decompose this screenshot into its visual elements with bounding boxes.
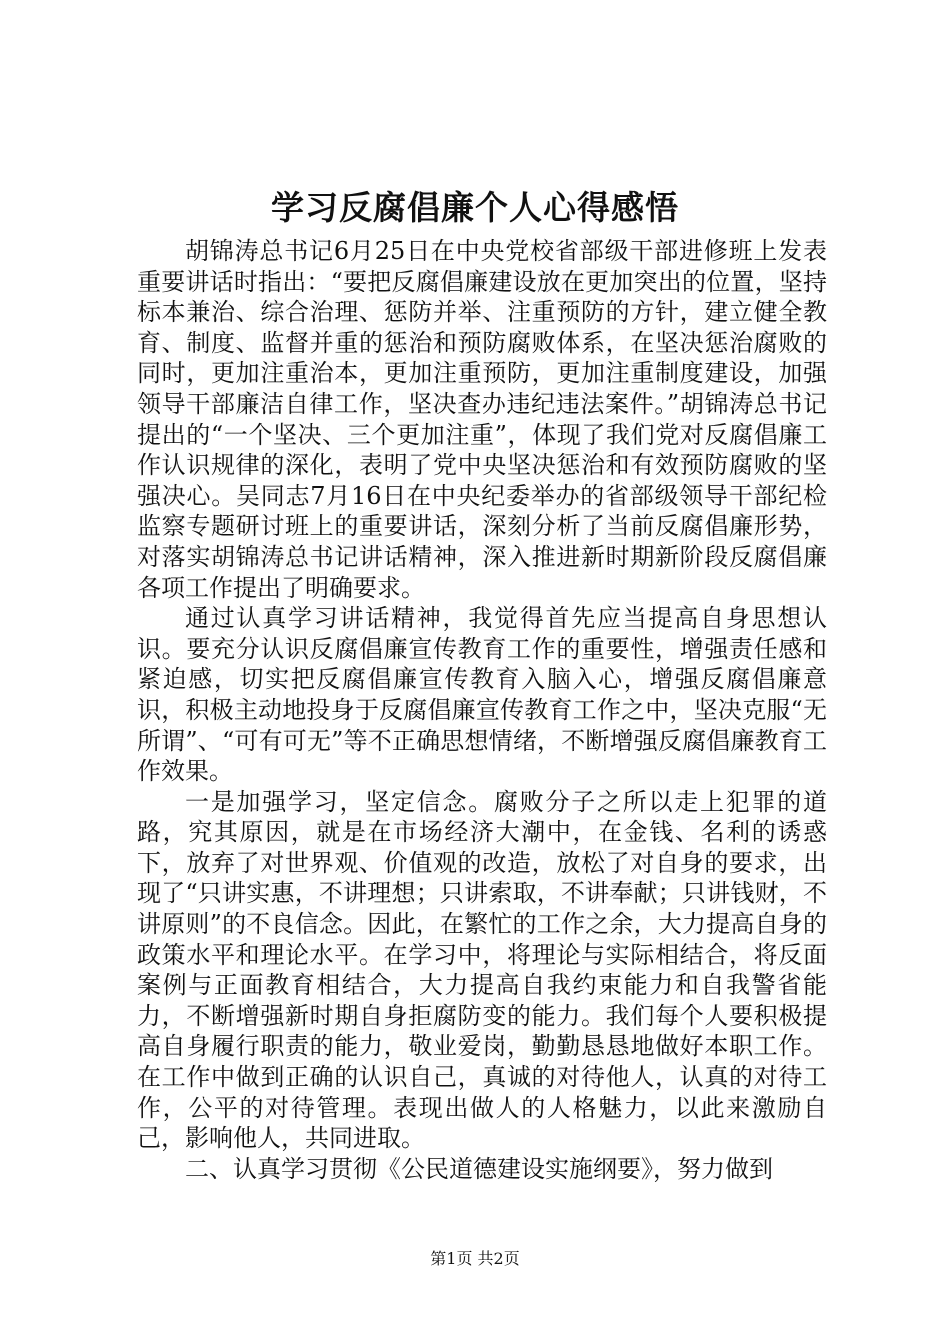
paragraph-3: 一是加强学习，坚定信念。腐败分子之所以走上犯罪的道路，究其原因，就是在市场经济大潮中，在金钱、名利的诱惑下，放弃了对世界观、价值观的改造，放松了对自身的要求，出现了“只讲实惠，不讲理想；只讲索取，不讲奉献；只讲钱财，不讲原则”的不良信念。因此，在繁忙的工作之余，大力提高自身的政策水平和理论水平。在学习中，将理论与实际相结合，将反面案例与正面教育相结合，大力提高自我约束能力和自我警省能力，不断增强新时期自身拒腐防变的能力。我们每个人要积极提高自身履行职责的能力，敬业爱岗，勤勤恳恳地做好本职工作。在工作中做到正确的认识自己，真诚的对待他人，认真的对待工作，公平的对待管理。表现出做人的人格魅力，以此来激励自己，影响他人，共同进取。	[137, 787, 827, 1153]
document-title: 学习反腐倡廉个人心得感悟	[271, 188, 679, 227]
document-body	[137, 236, 827, 1184]
paragraph-1: 胡锦涛总书记6月25日在中央党校省部级干部进修班上发表重要讲话时指出：“要把反腐倡廉建设放在更加突出的位置，坚持标本兼治、综合治理、惩防并举、注重预防的方针，建立健全教育、制度、监督并重的惩治和预防腐败体系，在坚决惩治腐败的同时，更加注重治本，更加注重预防，更加注重制度建设，加强领导干部廉洁自律工作，坚决查办违纪违法案件。”胡锦涛总书记提出的“一个坚决、三个更加注重”，体现了我们党对反腐倡廉工作认识规律的深化，表明了党中央坚决惩治和有效预防腐败的坚强决心。吴同志7月16日在中央纪委举办的省部级领导干部纪检监察专题研讨班上的重要讲话，深刻分析了当前反腐倡廉形势，对落实胡锦涛总书记讲话精神，深入推进新时期新阶段反腐倡廉各项工作提出了明确要求。	[137, 237, 827, 602]
page-number-footer: 第1页 共2页	[430, 1249, 520, 1268]
paragraph-2: 通过认真学习讲话精神，我觉得首先应当提高自身思想认识。要充分认识反腐倡廉宣传教育工作的重要性，增强责任感和紧迫感，切实把反腐倡廉宣传教育入脑入心，增强反腐倡廉意识，积极主动地投身于反腐倡廉宣传教育工作之中，坚决克服“无所谓”、“可有可无”等不正确思想情绪，不断增强反腐倡廉教育工作效果。	[137, 604, 827, 786]
paragraph-4: 二、认真学习贯彻《公民道德建设实施纲要》，努力做到	[185, 1154, 773, 1183]
